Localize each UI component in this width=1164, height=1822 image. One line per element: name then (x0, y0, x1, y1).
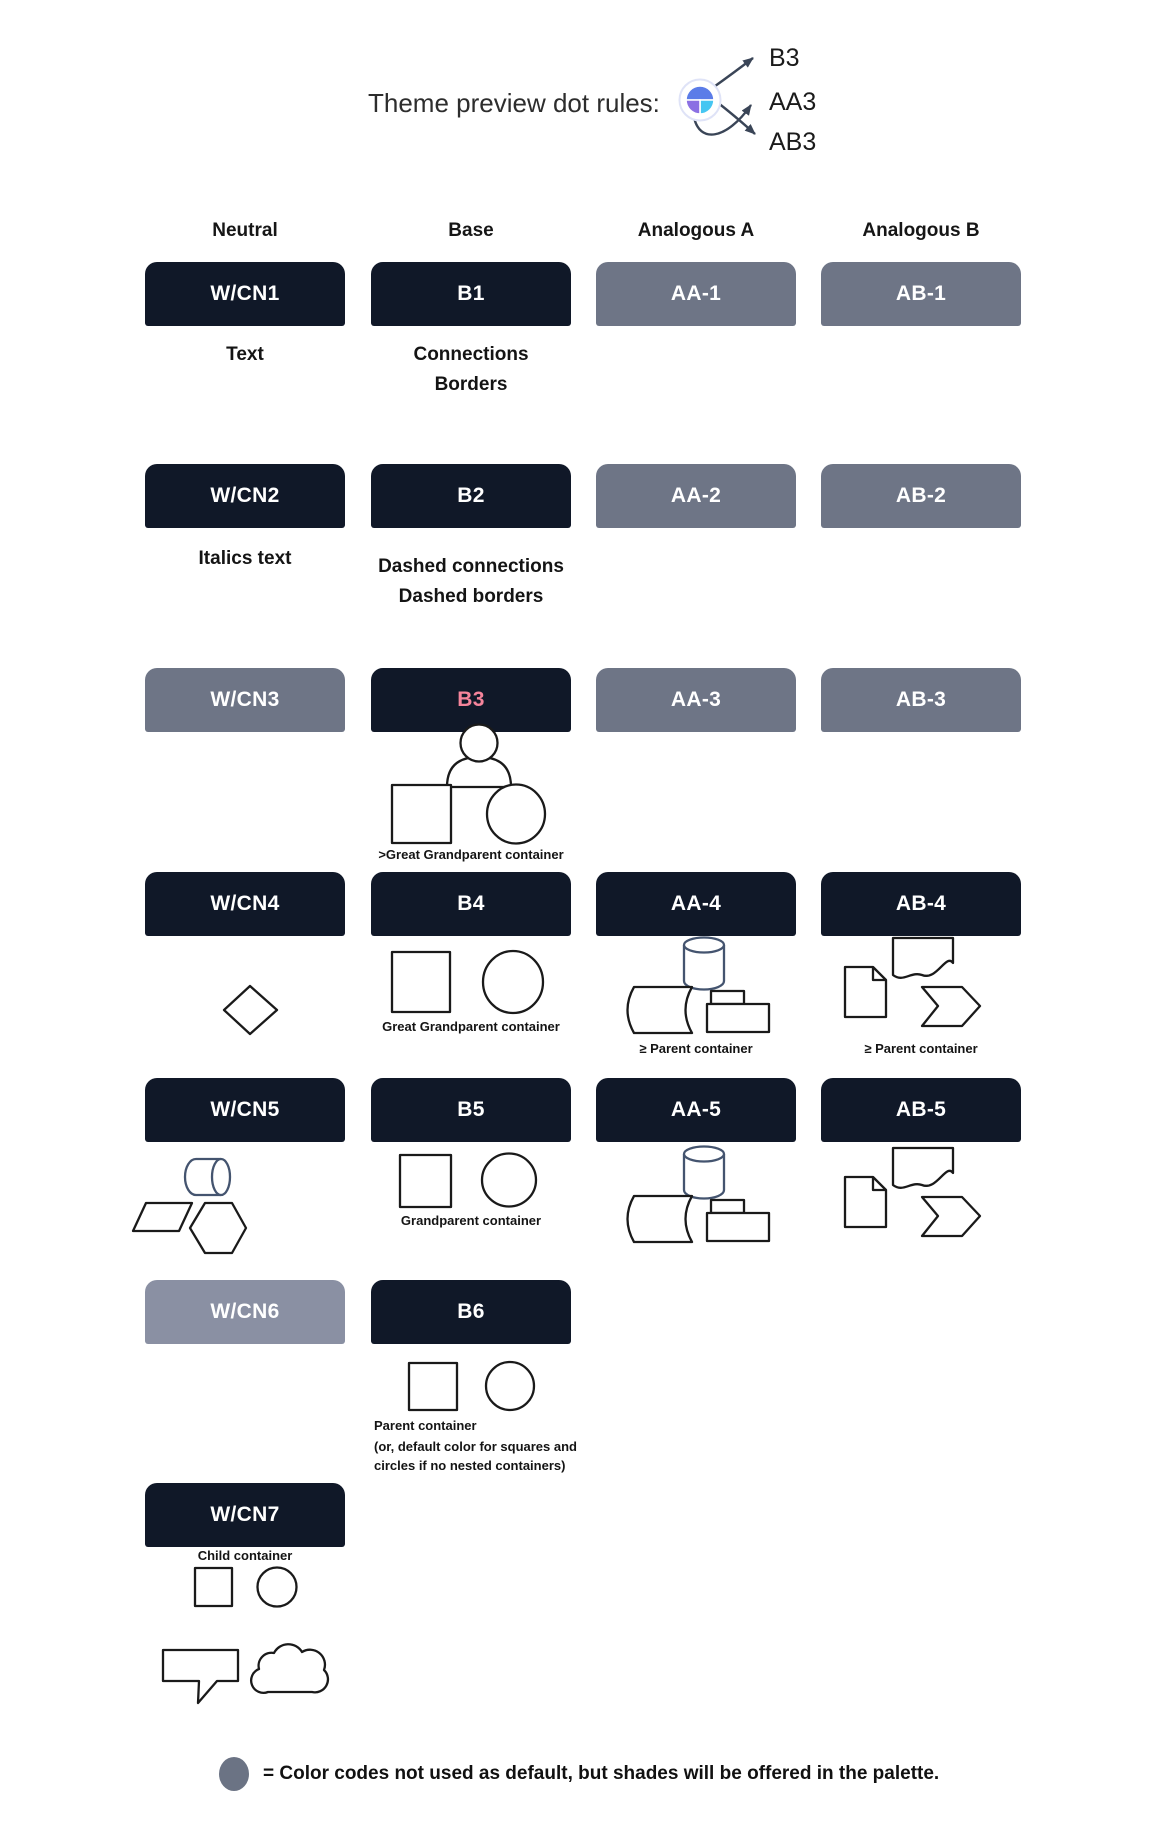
swatch-w-cn4: W/CN4 (145, 872, 345, 936)
caption-parent-ab: ≥ Parent container (864, 1041, 978, 1056)
swatch-w-cn7: W/CN7 (145, 1483, 345, 1547)
wavy-document-icon (893, 1148, 953, 1188)
neutral-container-shapes (133, 1159, 246, 1253)
swatch-w-cn1: W/CN1 (145, 262, 345, 326)
swatch-w-cn3: W/CN3 (145, 668, 345, 732)
dot-label-aa3: AA3 (769, 88, 817, 116)
circle-icon (258, 1568, 297, 1607)
card-icon (707, 991, 769, 1032)
legend-text: = Color codes not used as default, but shades will be offered in the palette. (263, 1763, 940, 1784)
theme-preview-dot-icon (680, 80, 721, 121)
caption-great-grandparent: Great Grandparent container (382, 1019, 560, 1034)
cloud-icon (251, 1644, 328, 1693)
swatch-b2: B2 (371, 464, 571, 528)
swatch-ab-5: AB-5 (821, 1078, 1021, 1142)
column-header-analogous-a: Analogous A (637, 220, 755, 241)
circle-icon (483, 951, 543, 1013)
caption-italics-text: Italics text (198, 548, 292, 569)
swatch-ab-2: AB-2 (821, 464, 1021, 528)
square-icon (400, 1155, 451, 1207)
document-icon (845, 1177, 886, 1227)
swatch-aa-1: AA-1 (596, 262, 796, 326)
person-icon (447, 725, 511, 788)
speech-bubble-icon (163, 1650, 238, 1703)
card-icon (707, 1200, 769, 1241)
caption-parent-container: Parent container (374, 1418, 477, 1433)
dot-rule-arrows (694, 58, 755, 135)
swatch-w-cn2: W/CN2 (145, 464, 345, 528)
dot-label-b3: B3 (769, 44, 800, 72)
ab-container-shapes (845, 1148, 980, 1236)
ab-container-shapes (845, 938, 980, 1026)
swatch-b1: B1 (371, 262, 571, 326)
cylinder-icon (684, 1147, 724, 1199)
caption-dashed-connections: Dashed connections (378, 556, 564, 577)
square-icon (195, 1568, 232, 1606)
caption-parent-note-2: circles if no nested containers) (374, 1458, 566, 1473)
caption-borders: Borders (434, 374, 508, 395)
caption-parent-aa: ≥ Parent container (639, 1041, 753, 1056)
column-header-neutral: Neutral (212, 220, 278, 241)
cylinder-icon (684, 938, 724, 990)
swatch-ab-4: AB-4 (821, 872, 1021, 936)
wavy-document-icon (893, 938, 953, 978)
swatch-b4: B4 (371, 872, 571, 936)
swatch-w-cn5: W/CN5 (145, 1078, 345, 1142)
legend-dot-icon (219, 1757, 249, 1791)
aa-container-shapes (628, 1147, 770, 1243)
hexagon-icon (190, 1203, 246, 1253)
circle-icon (486, 1362, 534, 1410)
horizontal-cylinder-icon (185, 1159, 230, 1195)
swatch-b5: B5 (371, 1078, 571, 1142)
parallelogram-icon (133, 1203, 192, 1231)
square-icon (409, 1363, 457, 1410)
column-header-base: Base (448, 220, 494, 241)
aa-container-shapes (628, 938, 770, 1034)
column-header-analogous-b: Analogous B (862, 220, 980, 241)
circle-icon (482, 1154, 536, 1207)
square-icon (392, 952, 450, 1012)
swatch-w-cn6: W/CN6 (145, 1280, 345, 1344)
caption-dashed-borders: Dashed borders (398, 586, 544, 607)
swatch-ab-1: AB-1 (821, 262, 1021, 326)
caption-grandparent: Grandparent container (400, 1213, 542, 1228)
stored-data-icon (628, 987, 693, 1033)
swatch-aa-5: AA-5 (596, 1078, 796, 1142)
page-title: Theme preview dot rules: (368, 88, 660, 118)
chevron-banner-icon (922, 987, 980, 1026)
square-icon (392, 785, 451, 843)
caption-text: Text (226, 344, 264, 365)
swatch-ab-3: AB-3 (821, 668, 1021, 732)
caption-connections: Connections (413, 344, 529, 365)
chevron-banner-icon (922, 1197, 980, 1236)
diamond-icon (224, 986, 277, 1034)
stored-data-icon (628, 1196, 693, 1242)
swatch-b6: B6 (371, 1280, 571, 1344)
swatch-aa-2: AA-2 (596, 464, 796, 528)
swatch-aa-4: AA-4 (596, 872, 796, 936)
document-icon (845, 967, 886, 1017)
circle-icon (487, 785, 545, 844)
swatch-aa-3: AA-3 (596, 668, 796, 732)
caption-gt-great-grandparent: >Great Grandparent container (378, 847, 564, 862)
caption-parent-note-1: (or, default color for squares and (374, 1439, 577, 1454)
caption-child-container: Child container (197, 1548, 293, 1563)
swatch-b3: B3 (371, 668, 571, 732)
dot-label-ab3: AB3 (769, 128, 817, 156)
